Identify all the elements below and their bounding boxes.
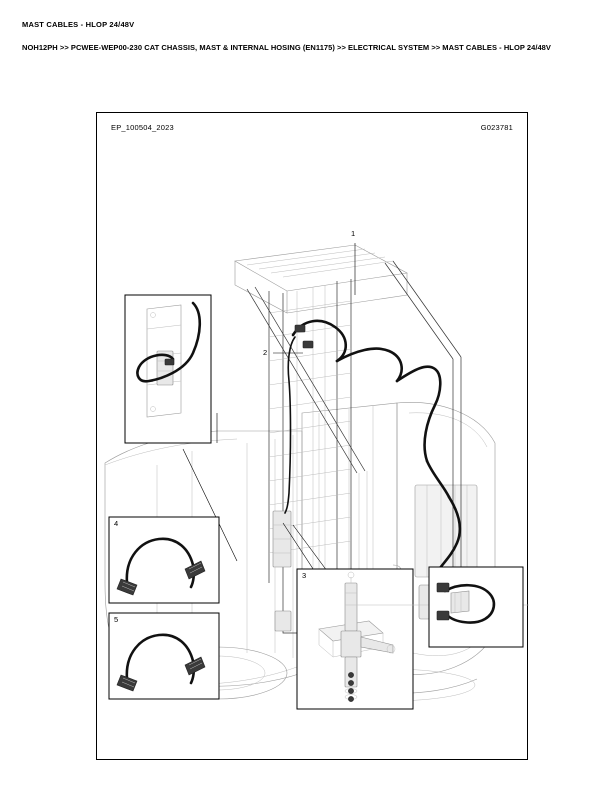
- figure-code-left: EP_100504_2023: [111, 123, 174, 132]
- cable-clamp: [303, 341, 313, 348]
- callout-5: 5: [114, 615, 119, 624]
- figure-frame: [96, 112, 528, 760]
- callout-4: 4: [114, 519, 119, 528]
- page-title: MAST CABLES - HLOP 24/48V: [22, 20, 135, 29]
- callout-2: 2: [263, 348, 268, 357]
- inset-bottom-right: [429, 567, 523, 647]
- callout-3: 3: [302, 571, 307, 580]
- cable-clamp: [295, 325, 305, 332]
- inset-detail-5: [109, 613, 219, 699]
- inset-detail-4: [109, 517, 219, 603]
- figure-code-right: G023781: [480, 123, 513, 132]
- breadcrumb: NOH12PH >> PCWEE-WEP00-230 CAT CHASSIS, MAST & INTERNAL HOSING (EN1175) >> ELECTRICAL SYSTEM >> MAST CABLES - HLOP 24/48V: [22, 43, 551, 52]
- lower-connector: [275, 611, 291, 631]
- mast-connector-block: [273, 511, 291, 567]
- inset-top-left: [125, 295, 211, 443]
- callout-1: 1: [351, 229, 356, 238]
- figure-illustration: [97, 113, 529, 761]
